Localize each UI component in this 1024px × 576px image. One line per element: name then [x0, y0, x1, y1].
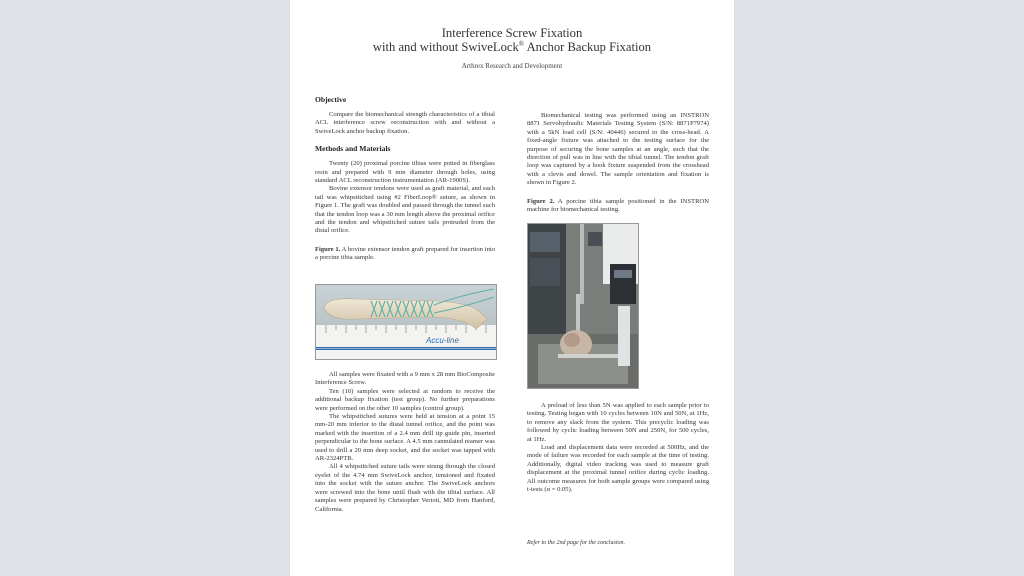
left-column-top	[315, 95, 495, 263]
affiliation: Arthrex Research and Development	[461, 62, 563, 70]
left-column-bottom	[315, 371, 495, 514]
objective-text: Compare the biomechanical strength characteristics of a tibial ACL interference screw reconstruction with and without a SwiveLock anchor backup fixation.	[315, 111, 495, 135]
right-column-bottom	[527, 402, 709, 494]
paper-title-line2	[290, 40, 734, 54]
footnote: Refer to the 2nd page for the conclusion.	[527, 540, 625, 546]
right-column-top	[527, 112, 709, 214]
paper-page	[290, 0, 734, 576]
methods-paragraph-6: All 4 whipstitched suture tails were strung through the closed eyelet of the 4.74 mm SwiveLock anchor, tensioned and fixated into the socket with the suture anchor. The SwiveLock anchors were screwed into the bone until flush with the tibial surface. All samples were prepared by Christopher Verioti, MD from Hanford, California.	[315, 463, 495, 513]
methods-paragraph-2: Bovine extensor tendons were used as graft material, and each tail was whipstitched using #2 FiberLoop® suture, as shown in Figure 1. The graft was doubled and passed through the tunnel such that the tendon loop was a 30 mm length above the proximal orifice and the tendon and whipstitched suture tails protruded from the distal orifice.	[315, 185, 495, 235]
figure1-caption-text: A bovine extensor tendon graft prepared for insertion into a porcine tibia sample.	[315, 245, 495, 262]
figure2-caption	[527, 198, 709, 215]
ruler-brand-text: Accu-line	[426, 336, 459, 345]
title-suffix: Anchor Backup Fixation	[524, 40, 652, 54]
registered-mark: ®	[518, 40, 525, 48]
figure1-graft-illustration	[316, 285, 496, 359]
methods-paragraph-5: The whipstitched sutures were held at tension at a point 15 mm-20 mm inferior to the distal tunnel orifice, and the point was marked with the insertion of a 2.4 mm drill tip guide pin, inserted perpendicular to the bone surface. A 4.5 mm cannulated reamer was used to drill a 20 mm deep socket, and the socket was tapped with AR-2324PTB.	[315, 413, 495, 463]
figure2-image	[527, 223, 639, 389]
figure2-instron-illustration	[528, 224, 638, 388]
title-prefix: with and without SwiveLock	[372, 40, 519, 54]
testing-paragraph-2: A preload of less than 5N was applied to each sample prior to testing. Testing began with 10 cycles between 10N and 50N, at 1Hz, to remove any slack from the system. This precyclic loading was followed by cyclic loading between 50N and 250N, for 500 cycles, at 1Hz.	[527, 402, 709, 443]
methods-heading: Methods and Materials	[315, 144, 391, 154]
testing-paragraph-3: Load and displacement data were recorded at 500Hz, and the mode of failure was recorded for each sample at the time of testing. Additionally, digital video tracking was used to measure graft displacement at the proximal tunnel orifice during cyclic loading. All outcome measures for both sample groups were compared using t-tests (α = 0.05).	[527, 444, 709, 494]
figure1-image	[315, 284, 497, 360]
figure2-caption-text: A porcine tibia sample positioned in the INSTRON machine for biomechanical testing.	[527, 197, 709, 214]
testing-paragraph-1: Biomechanical testing was performed using an INSTRON 8871 Servohydraulic Materials Testing System (S/N: 8871P7974) with a 5kN load cell (S/N: 40446) secured to the cross-head. A fixed-angle fixture was attached to the testing surface for the purpose of securing the bone samples at an angle, such that the direction of pull was in line with the tibial tunnel. The tendon graft loop was captured by a hook fixture suspended from the crosshead with a clevis and dowel. The sample orientation and fixation is shown in Figure 2.	[527, 112, 709, 187]
methods-paragraph-3: All samples were fixated with a 9 mm x 28 mm BioComposite Interference Screw.	[315, 371, 495, 387]
figure1-label: Figure 1.	[315, 245, 341, 253]
methods-paragraph-4: Ten (10) samples were selected at random to receive the additional backup fixation (test group). No further preparations were performed on the other 10 samples (control group).	[315, 387, 495, 412]
methods-paragraph-1: Twenty (20) proximal porcine tibias were potted in fiberglass resin and prepared with 9 mm diameter through holes, using standard ACL reconstruction instrumentation (AR-1900S).	[315, 160, 495, 185]
figure2-label: Figure 2.	[527, 197, 555, 205]
paper-title-line1: Interference Screw Fixation	[441, 26, 583, 40]
figure1-caption	[315, 246, 495, 263]
objective-heading: Objective	[315, 95, 347, 104]
